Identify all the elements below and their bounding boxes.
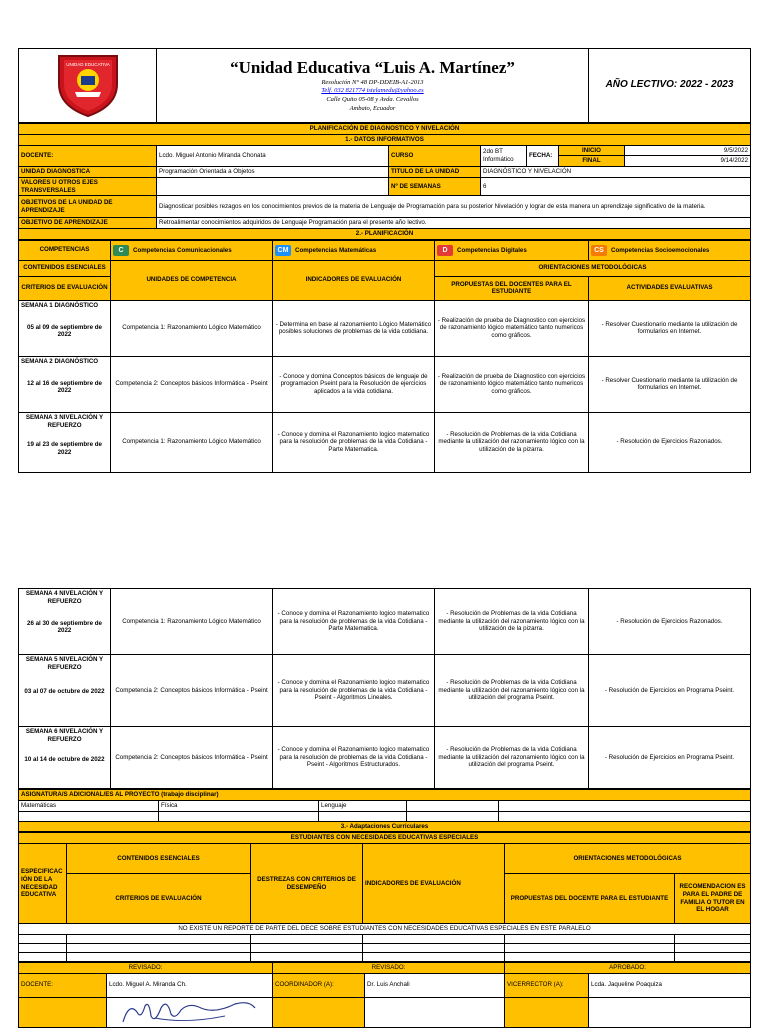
city-text: Ambato, Ecuador [349,104,396,112]
week-proposal: - Resolución de Problemas de la vida Cotidiana mediante la utilización del razonamiento lógico con la utilización del programa Pseint. [435,727,589,789]
coordinador-label: COORDINADOR (A): [273,973,365,997]
school-info-cell [157,49,589,123]
subject-item: Física [159,800,319,811]
week-proposal: - Realización de prueba de Diagnostico con ejercicios de razonamiento lógico matemático tanto numericos como gráficos. [435,356,589,412]
competencia-matematica [273,240,435,260]
week-unit: Competencia 2: Conceptos básicos Informática - Pseint [111,727,273,789]
final-label: FINAL [559,156,625,167]
week-activity: - Resolución de Ejercicios Razonados. [589,412,751,472]
week-dates: 26 al 30 de septiembre de 2022 [27,619,102,635]
week-title: SEMANA 6 NIVELACIÓN Y REFUERZO [25,728,104,743]
resolution-text: Resolución N° 48 DP-DDEIB-A1-2013 [321,78,424,86]
table-row [19,300,751,356]
nee-destrezas: DESTREZAS CON CRITERIOS DE DESEMPEÑO [251,844,363,924]
titulo-value: DIAGNÓSTICO Y NIVELACIÓN [481,167,751,178]
actividades-header: ACTIVIDADES EVALUATIVAS [589,276,751,300]
week-indicator: - Conoce y domina el Razonamiento logico matematico para la resolución de problemas de la vida Cotidiana - Parte Matematica. [273,589,435,655]
docente-label: DOCENTE: [19,145,157,167]
week-title: SEMANA 2 DIAGNÓSTICO [21,357,99,365]
semanas-value: 6 [481,177,751,196]
planning-table-continued [18,588,751,789]
objetivos-value: Diagnosticar posibles rezagos en los conocimientos previos de la materia de Lenguaje de Programación para su posterior Nivelación y lograr de esta manera un aprendizaje significativo de la materia. [157,196,751,218]
week-unit: Competencia 1: Razonamiento Lógico Matemático [111,412,273,472]
week-proposal: - Resolución de Problemas de la vida Cotidiana mediante la utilización del razonamiento lógico con la utilización de la pizarra. [435,412,589,472]
week-dates: 10 al 14 de octubre de 2022 [24,755,105,763]
competencia-socioemocional [589,240,751,260]
nee-contenidos: CONTENIDOS ESENCIALES [67,844,251,874]
nee-title: ESTUDIANTES CON NECESIDADES EDUCATIVAS ESPECIALES [19,833,751,844]
competencia-label: Competencias Matemáticas [295,246,377,254]
table-row [19,727,751,789]
week-activity: - Resolver Cuestionario mediante la utilización de formularios en Internet. [589,300,751,356]
final-value: 9/14/2022 [625,156,751,167]
week-title: SEMANA 3 NIVELACIÓN Y REFUERZO [25,413,104,429]
propuestas-header: PROPUESTAS DEL DOCENTES PARA EL ESTUDIANTE [435,276,589,300]
aprobado: APROBADO: [505,962,751,973]
subject-item: Lenguaje [319,800,407,811]
handwritten-signature [115,998,265,1026]
week-dates: 05 al 09 de septiembre de 2022 [27,323,102,339]
contenidos-header: CONTENIDOS ESENCIALES [19,260,111,276]
table-row [19,589,751,655]
section-3-title: 3.- Adaptaciones Curriculares [19,821,751,832]
week-dates: 03 al 07 de octubre de 2022 [24,687,105,695]
competencia-digital [435,240,589,260]
subjects-label: ASIGNATURA/S ADICIONAL/ES AL PROYECTO (trabajo disciplinar) [19,790,751,801]
signoff-docente: Lcdo. Miguel A. Miranda Ch. [107,973,273,997]
nee-criterios: CRITERIOS DE EVALUACIÓN [67,874,251,924]
week-dates: 12 al 16 de septiembre de 2022 [27,379,102,395]
week-indicator: - Conoce y domina el Razonamiento logico matematico para la resolución de problemas de la vida Cotidiana - Pseint - Algoritmos Lineales. [273,655,435,727]
curso-value: 2do BT Informático [481,145,527,167]
section-1-title: 1.- DATOS INFORMATIVOS [19,134,751,145]
week-proposal: - Resolución de Problemas de la vida Cotidiana mediante la utilización del razonamiento lógico con la utilización del programa Pseint. [435,655,589,727]
planning-table [18,240,751,473]
school-shield-logo [51,50,125,118]
table-row [19,412,751,472]
curso-label: CURSO [389,145,481,167]
titulo-label: TITULO DE LA UNIDAD [389,167,481,178]
revisado-2: REVISADO: [273,962,505,973]
signoff-table [18,962,751,1028]
week-activity: - Resolución de Ejercicios en Programa Pseint. [589,727,751,789]
week-unit: Competencia 2: Conceptos básicos Informática - Pseint [111,356,273,412]
week-activity: - Resolución de Ejercicios Razonados. [589,589,751,655]
address-text: Calle Quito 05-08 y Avda. Cevallos [326,96,419,104]
week-title: SEMANA 1 DIAGNÓSTICO [21,301,99,309]
week-proposal: - Realización de prueba de Diagnostico con ejercicios de razonamiento lógico matemático tanto numericos como gráficos. [435,300,589,356]
inicio-label: INICIO [559,145,625,156]
socioemocional-icon: CS [591,245,607,256]
week-indicator: - Conoce y domina el Razonamiento logico matematico para la resolución de problemas de la vida Cotidiana - Parte Matematica. [273,412,435,472]
orientaciones-header: ORIENTACIONES METODOLÓGICAS [435,260,751,276]
section-2-title: 2.- PLANIFICACIÓN [19,229,751,240]
indicadores-header: INDICADORES DE EVALUACIÓN [273,260,435,300]
competencia-comunicacional [111,240,273,260]
planning-page-1 [18,48,750,473]
unidad-value: Programación Orientada a Objetos [157,167,389,178]
competencia-label: Competencias Socioemocionales [611,246,710,254]
table-row [19,356,751,412]
school-year: AÑO LECTIVO: 2022 - 2023 [589,49,751,123]
week-indicator: - Conoce y domina Conceptos básicos de lenguaje de programacion Pseint para la Resolución de ejercicios aplicados a la vida cotidiana. [273,356,435,412]
objetivo-label: OBJETIVO DE APRENDIZAJE [19,218,157,229]
matematicas-icon: CM [275,245,291,256]
unidades-header: UNIDADES DE COMPETENCIA [111,260,273,300]
revisado-1: REVISADO: [19,962,273,973]
header-table [18,48,751,123]
week-activity: - Resolución de Ejercicios en Programa Pseint. [589,655,751,727]
week-proposal: - Resolución de Problemas de la vida Cotidiana mediante la utilización del razonamiento lógico con la utilización de la pizarra. [435,589,589,655]
week-activity: - Resolver Cuestionario mediante la utilización de formularios en Internet. [589,356,751,412]
semanas-label: Nº DE SEMANAS [389,177,481,196]
week-indicator: - Conoce y domina el Razonamiento logico matematico para la resolución de problemas de la vida Cotidiana - Pseint - Algoritmos Estructurados. [273,727,435,789]
docente-value: Lcdo. Miguel Antonio Miranda Chonata [157,145,389,167]
objetivo-value: Retroalimentar conocimientos adquiridos de Lenguaje Programación para el presente año lectivo. [157,218,751,229]
contact-link[interactable]: Telf. 032 821774 istelamedu@yahoo.es [321,87,424,95]
competencia-label: Competencias Digitales [457,246,527,254]
table-row [19,655,751,727]
vicerrector-value: Lcda. Jaqueline Poaquiza [589,973,751,997]
competencia-label: Competencias Comunicacionales [133,246,232,254]
nee-indicadores: INDICADORES DE EVALUACIÓN [363,844,505,924]
plan-title: PLANIFICACIÓN DE DIAGNOSTICO Y NIVELACIÓN [19,124,751,135]
coordinador-value: Dr. Luis Anchali [365,973,505,997]
svg-text:UNIDAD EDUCATIVA: UNIDAD EDUCATIVA [65,62,110,68]
info-table [18,123,751,240]
school-title: “Unidad Educativa “Luis A. Martínez” [230,58,515,78]
subjects-table [18,789,751,832]
computer-icon: D [437,245,453,256]
nee-orientaciones: ORIENTACIONES METODOLÓGICAS [505,844,751,874]
signoff-docente-label: DOCENTE: [19,973,107,997]
nee-recomendaciones: RECOMENDACION ES PARA EL PADRE DE FAMILIA O TUTOR EN EL HOGAR [675,874,751,924]
week-unit: Competencia 1: Razonamiento Lógico Matemático [111,300,273,356]
week-title: SEMANA 5 NIVELACIÓN Y REFUERZO [25,656,104,671]
school-logo-cell [19,49,157,123]
objetivos-label: OBJETIVOS DE LA UNIDAD DE APRENDIZAJE [19,196,157,218]
nee-especificacion: ESPECIFICAC IÓN DE LA NECESIDAD EDUCATIVA [19,844,67,924]
week-dates: 19 al 23 de septiembre de 2022 [27,441,102,456]
fecha-label: FECHA: [527,145,559,167]
subject-item: Matemáticas [19,800,159,811]
planning-page-2 [18,588,750,1028]
comunicacional-icon: C [113,245,129,256]
nee-propuestas: PROPUESTAS DEL DOCENTE PARA EL ESTUDIANTE [505,874,675,924]
nee-note: NO EXISTE UN REPORTE DE PARTE DEL DECE SOBRE ESTUDIANTES CON NECESIDADES EDUCATIVAS ESPECIALES EN ESTE PARALELO [19,924,751,935]
inicio-value: 9/5/2022 [625,145,751,156]
valores-value [157,177,389,196]
week-unit: Competencia 2: Conceptos básicos Informática - Pseint [111,655,273,727]
vicerrector-label: VICERRECTOR (A): [505,973,589,997]
unidad-label: UNIDAD DIAGNOSTICA [19,167,157,178]
valores-label: VALORES U OTROS EJES TRANSVERSALES [19,177,157,196]
week-indicator: - Determina en base al razonamiento Lógico Matemático posibles soluciones de problemas de la vida cotidiana. [273,300,435,356]
week-unit: Competencia 1: Razonamiento Lógico Matemático [111,589,273,655]
week-title: SEMANA 4 NIVELACIÓN Y REFUERZO [25,590,104,605]
criterios-header: CRITERIOS DE EVALUACIÓN [19,276,111,300]
nee-table [18,832,751,962]
competencias-label: COMPETENCIAS [19,240,111,260]
